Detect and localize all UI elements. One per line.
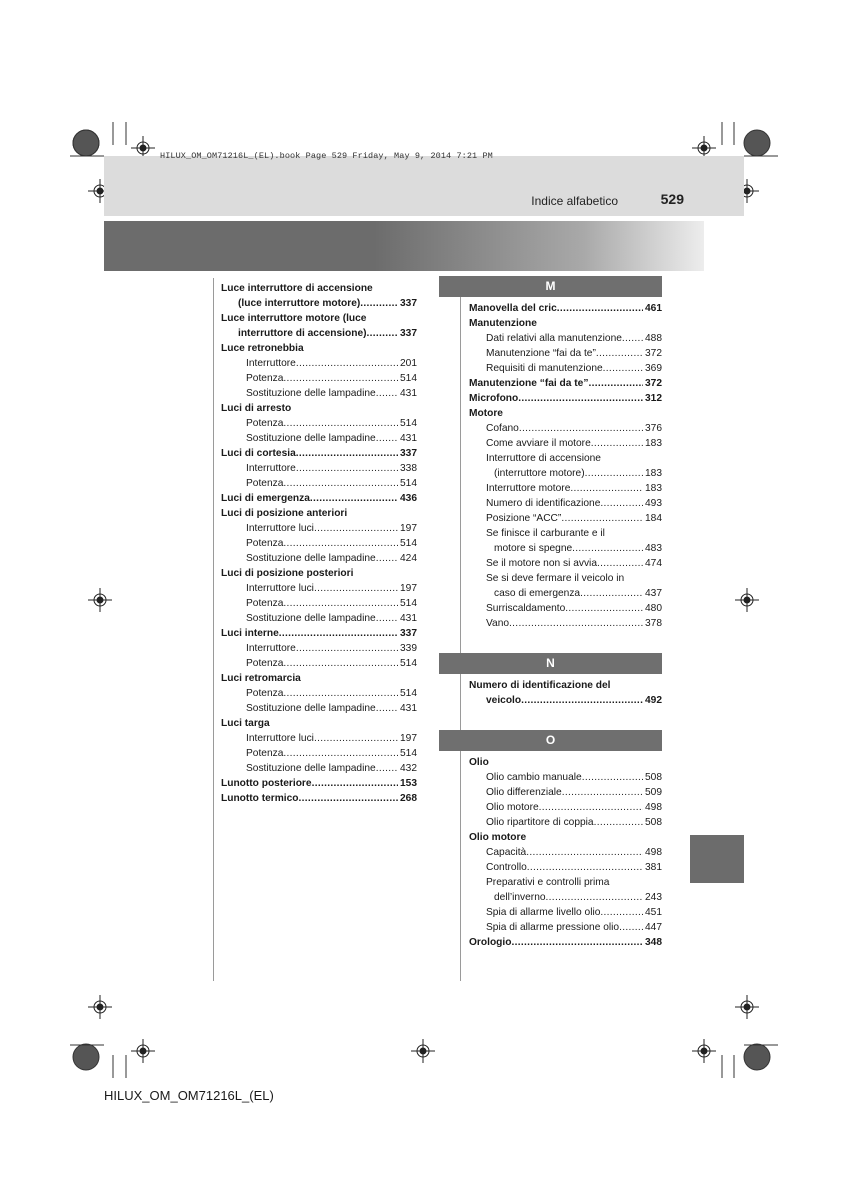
index-entry bbox=[221, 356, 417, 371]
index-entry-text: Spia di allarme pressione olio bbox=[486, 922, 620, 933]
index-entry-page: 424 bbox=[400, 553, 417, 564]
dot-leader bbox=[314, 731, 398, 746]
index-entry bbox=[221, 596, 417, 611]
index-entry-page: 201 bbox=[400, 358, 417, 369]
dot-leader bbox=[622, 331, 643, 346]
index-entry bbox=[221, 791, 417, 806]
index-entry bbox=[469, 601, 662, 616]
dot-leader bbox=[591, 436, 643, 451]
index-entry bbox=[469, 376, 662, 391]
dot-leader bbox=[376, 386, 398, 401]
index-entry-text: Manutenzione bbox=[469, 318, 537, 329]
index-entry-page: 514 bbox=[400, 598, 417, 609]
index-entry-page: 508 bbox=[645, 772, 662, 783]
index-entry-page: 432 bbox=[400, 763, 417, 774]
index-entry-page: 183 bbox=[645, 468, 662, 479]
crosshair-mark-icon bbox=[131, 1039, 155, 1063]
index-entry-page: 372 bbox=[645, 348, 662, 359]
index-entry bbox=[221, 431, 417, 446]
registration-rosette-icon bbox=[744, 1044, 770, 1070]
index-entry bbox=[221, 326, 417, 341]
index-entry-text: Potenza bbox=[246, 598, 284, 609]
index-entry-text: Sostituzione delle lampadine bbox=[246, 433, 376, 444]
index-entry bbox=[221, 491, 417, 506]
index-entry-page: 493 bbox=[645, 498, 662, 509]
index-entry bbox=[469, 890, 662, 905]
column-divider-left bbox=[213, 278, 214, 981]
index-entry-text: Interruttore bbox=[246, 358, 296, 369]
index-entry-text: Lunotto termico bbox=[221, 793, 299, 804]
index-entry-text: Se il motore non si avvia bbox=[486, 558, 597, 569]
index-entry bbox=[469, 541, 662, 556]
dot-leader bbox=[539, 800, 643, 815]
index-entry-text: Se finisce il carburante e il bbox=[486, 528, 605, 539]
index-entry-page: 337 bbox=[400, 448, 417, 459]
header-band-dark bbox=[104, 221, 704, 271]
index-entry-text: Potenza bbox=[246, 418, 284, 429]
index-entry-page: 451 bbox=[645, 907, 662, 918]
index-entry bbox=[469, 755, 662, 770]
dot-leader bbox=[376, 551, 398, 566]
index-entry-text: Microfono bbox=[469, 393, 519, 404]
registration-rosette-icon bbox=[73, 1044, 99, 1070]
index-entry-text: Potenza bbox=[246, 658, 284, 669]
index-entry-page: 492 bbox=[645, 695, 662, 706]
dot-leader bbox=[296, 446, 398, 461]
index-entry-text: caso di emergenza bbox=[494, 588, 581, 599]
index-entry-text: Luci di cortesia bbox=[221, 448, 296, 459]
index-entry-text: Potenza bbox=[246, 478, 284, 489]
crosshair-mark-icon bbox=[735, 995, 759, 1019]
index-entry-page: 514 bbox=[400, 478, 417, 489]
index-entry-page: 431 bbox=[400, 388, 417, 399]
index-entry bbox=[469, 316, 662, 331]
dot-leader bbox=[376, 611, 398, 626]
index-entry-page: 514 bbox=[400, 373, 417, 384]
index-entry-text: Manutenzione “fai da te” bbox=[469, 378, 589, 389]
dot-leader bbox=[509, 616, 643, 631]
index-entry-page: 153 bbox=[400, 778, 417, 789]
index-entry-page: 488 bbox=[645, 333, 662, 344]
index-entry-text: Sostituzione delle lampadine bbox=[246, 613, 376, 624]
dot-leader bbox=[603, 361, 643, 376]
index-entry bbox=[469, 451, 662, 466]
index-entry bbox=[469, 616, 662, 631]
index-entry-text: Spia di allarme livello olio bbox=[486, 907, 601, 918]
letter-heading: M bbox=[439, 276, 662, 297]
index-entry-page: 369 bbox=[645, 363, 662, 374]
dot-leader bbox=[279, 626, 398, 641]
letter-section bbox=[439, 301, 662, 631]
index-entry bbox=[221, 746, 417, 761]
index-entry-text: Interruttore luci bbox=[246, 583, 314, 594]
index-entry-text: Posizione “ACC” bbox=[486, 513, 562, 524]
index-entry bbox=[221, 776, 417, 791]
index-entry-text: Come avviare il motore bbox=[486, 438, 591, 449]
index-entry bbox=[469, 785, 662, 800]
index-entry-text: Manovella del cric bbox=[469, 303, 557, 314]
index-entry-text: Vano bbox=[486, 618, 510, 629]
index-entry-text: Luci retromarcia bbox=[221, 673, 301, 684]
index-entry-page: 184 bbox=[645, 513, 662, 524]
index-entry-page: 498 bbox=[645, 802, 662, 813]
index-entry-text: Cofano bbox=[486, 423, 519, 434]
index-entry bbox=[469, 586, 662, 601]
index-entry-page: 447 bbox=[645, 922, 662, 933]
index-entry bbox=[221, 701, 417, 716]
index-entry-page: 372 bbox=[645, 378, 662, 389]
dot-leader bbox=[526, 845, 643, 860]
index-entry bbox=[221, 446, 417, 461]
index-entry-text: Potenza bbox=[246, 748, 284, 759]
index-entry-page: 339 bbox=[400, 643, 417, 654]
dot-leader bbox=[283, 746, 398, 761]
index-entry-text: Luce interruttore di accensione bbox=[221, 283, 373, 294]
page-number: 529 bbox=[660, 191, 684, 207]
dot-leader bbox=[594, 815, 643, 830]
dot-leader bbox=[546, 890, 643, 905]
index-entry bbox=[469, 361, 662, 376]
index-entry-page: 461 bbox=[645, 303, 662, 314]
index-entry-page: 508 bbox=[645, 817, 662, 828]
dot-leader bbox=[596, 346, 643, 361]
index-entry bbox=[469, 436, 662, 451]
index-entry bbox=[469, 511, 662, 526]
index-entry-page: 243 bbox=[645, 892, 662, 903]
index-entry bbox=[469, 346, 662, 361]
index-entry-page: 514 bbox=[400, 658, 417, 669]
index-entry-text: Numero di identificazione bbox=[486, 498, 601, 509]
index-entry-text: Surriscaldamento bbox=[486, 603, 566, 614]
crosshair-mark-icon bbox=[735, 588, 759, 612]
index-entry-text: Controllo bbox=[486, 862, 527, 873]
index-entry-page: 509 bbox=[645, 787, 662, 798]
index-entry-page: 514 bbox=[400, 538, 417, 549]
index-entry-text: (interruttore motore) bbox=[494, 468, 585, 479]
index-entry bbox=[221, 641, 417, 656]
dot-leader bbox=[283, 476, 398, 491]
dot-leader bbox=[296, 641, 398, 656]
index-entry-page: 514 bbox=[400, 688, 417, 699]
index-entry-page: 514 bbox=[400, 418, 417, 429]
index-entry bbox=[221, 671, 417, 686]
index-entry bbox=[221, 371, 417, 386]
index-entry bbox=[221, 716, 417, 731]
index-entry bbox=[221, 731, 417, 746]
index-entry-text: Se si deve fermare il veicolo in bbox=[486, 573, 625, 584]
index-entry bbox=[221, 461, 417, 476]
index-entry-text: Potenza bbox=[246, 373, 284, 384]
index-entry-text: Luci di posizione posteriori bbox=[221, 568, 354, 579]
index-entry-text: Numero di identificazione del bbox=[469, 680, 611, 691]
index-entry bbox=[221, 611, 417, 626]
index-entry-text: Luce retronebbia bbox=[221, 343, 304, 354]
index-entry bbox=[221, 581, 417, 596]
index-entry-text: Luci di posizione anteriori bbox=[221, 508, 348, 519]
index-entry-text: Luce interruttore motore (luce bbox=[221, 313, 367, 324]
index-entry bbox=[469, 800, 662, 815]
index-entry bbox=[221, 506, 417, 521]
dot-leader bbox=[360, 296, 398, 311]
index-entry-text: Olio ripartitore di coppia bbox=[486, 817, 594, 828]
dot-leader bbox=[511, 935, 643, 950]
index-entry-text: Sostituzione delle lampadine bbox=[246, 703, 376, 714]
index-entry bbox=[221, 401, 417, 416]
dot-leader bbox=[376, 701, 398, 716]
index-entry-text: Interruttore bbox=[246, 463, 296, 474]
dot-leader bbox=[283, 371, 398, 386]
index-entry-page: 381 bbox=[645, 862, 662, 873]
index-entry-text: Capacità bbox=[486, 847, 527, 858]
index-entry bbox=[469, 571, 662, 586]
index-entry-text: Motore bbox=[469, 408, 503, 419]
dot-leader bbox=[600, 905, 643, 920]
index-entry bbox=[221, 551, 417, 566]
index-entry bbox=[469, 920, 662, 935]
index-entry bbox=[469, 466, 662, 481]
index-entry bbox=[469, 391, 662, 406]
index-entry bbox=[469, 301, 662, 316]
dot-leader bbox=[582, 770, 643, 785]
dot-leader bbox=[518, 391, 643, 406]
index-entry-text: Olio motore bbox=[469, 832, 527, 843]
index-entry-text: Lunotto posteriore bbox=[221, 778, 312, 789]
dot-leader bbox=[296, 356, 398, 371]
index-entry-text: interruttore di accensione) bbox=[238, 328, 367, 339]
crosshair-mark-icon bbox=[88, 588, 112, 612]
dot-leader bbox=[283, 416, 398, 431]
dot-leader bbox=[314, 521, 398, 536]
index-entry-page: 337 bbox=[400, 628, 417, 639]
index-entry bbox=[469, 693, 662, 708]
index-entry-text: Luci di arresto bbox=[221, 403, 292, 414]
index-entry-page: 337 bbox=[400, 328, 417, 339]
dot-leader bbox=[597, 556, 643, 571]
index-entry bbox=[221, 761, 417, 776]
registration-rosette-icon bbox=[744, 130, 770, 156]
index-entry-text: Olio cambio manuale bbox=[486, 772, 582, 783]
index-entry bbox=[469, 905, 662, 920]
index-entry bbox=[469, 875, 662, 890]
dot-leader bbox=[283, 656, 398, 671]
index-entry-text: Preparativi e controlli prima bbox=[486, 877, 610, 888]
dot-leader bbox=[310, 491, 398, 506]
dot-leader bbox=[314, 581, 398, 596]
crosshair-mark-icon bbox=[692, 1039, 716, 1063]
dot-leader bbox=[570, 481, 643, 496]
index-entry-text: dell’inverno bbox=[494, 892, 546, 903]
index-entry bbox=[469, 331, 662, 346]
index-entry-text: Luci interne bbox=[221, 628, 279, 639]
index-entry bbox=[221, 341, 417, 356]
index-entry bbox=[469, 860, 662, 875]
index-entry-page: 197 bbox=[400, 523, 417, 534]
index-entry bbox=[469, 830, 662, 845]
index-entry bbox=[469, 935, 662, 950]
letter-heading: N bbox=[439, 653, 662, 674]
index-entry-text: Interruttore motore bbox=[486, 483, 571, 494]
index-entry-text: Luci di emergenza bbox=[221, 493, 310, 504]
index-entry-text: Interruttore di accensione bbox=[486, 453, 601, 464]
index-entry-text: Requisiti di manutenzione bbox=[486, 363, 603, 374]
dot-leader bbox=[588, 376, 643, 391]
index-entry bbox=[221, 626, 417, 641]
index-entry-page: 337 bbox=[400, 298, 417, 309]
index-entry bbox=[221, 476, 417, 491]
index-entry-page: 378 bbox=[645, 618, 662, 629]
dot-leader bbox=[557, 301, 643, 316]
index-entry-page: 431 bbox=[400, 613, 417, 624]
index-entry-page: 312 bbox=[645, 393, 662, 404]
dot-leader bbox=[527, 860, 643, 875]
index-entry-text: Potenza bbox=[246, 538, 284, 549]
index-entry-text: Manutenzione “fai da te” bbox=[486, 348, 596, 359]
index-entry bbox=[221, 686, 417, 701]
index-entry bbox=[469, 815, 662, 830]
index-entry bbox=[221, 296, 417, 311]
index-entry-text: motore si spegne bbox=[494, 543, 573, 554]
index-entry bbox=[221, 311, 417, 326]
dot-leader bbox=[376, 761, 398, 776]
index-entry bbox=[221, 566, 417, 581]
index-entry-page: 338 bbox=[400, 463, 417, 474]
crosshair-mark-icon bbox=[88, 995, 112, 1019]
chapter-thumb-tab bbox=[690, 835, 744, 883]
index-entry bbox=[469, 526, 662, 541]
index-entry bbox=[469, 845, 662, 860]
dot-leader bbox=[619, 920, 643, 935]
index-entry bbox=[469, 481, 662, 496]
index-column-right bbox=[439, 276, 662, 950]
index-entry-text: Interruttore luci bbox=[246, 523, 314, 534]
index-entry bbox=[469, 406, 662, 421]
dot-leader bbox=[299, 791, 398, 806]
index-entry-page: 183 bbox=[645, 483, 662, 494]
index-entry-text: Interruttore bbox=[246, 643, 296, 654]
index-entry-page: 474 bbox=[645, 558, 662, 569]
dot-leader bbox=[600, 496, 643, 511]
index-entry bbox=[221, 656, 417, 671]
footer-code: HILUX_OM_OM71216L_(EL) bbox=[104, 1088, 274, 1103]
index-entry-page: 376 bbox=[645, 423, 662, 434]
dot-leader bbox=[367, 326, 398, 341]
index-entry-page: 431 bbox=[400, 433, 417, 444]
index-entry-page: 431 bbox=[400, 703, 417, 714]
index-entry bbox=[221, 521, 417, 536]
dot-leader bbox=[283, 536, 398, 551]
index-entry-text: Olio bbox=[469, 757, 489, 768]
dot-leader bbox=[283, 596, 398, 611]
index-entry-text: veicolo bbox=[486, 695, 522, 706]
index-entry-page: 514 bbox=[400, 748, 417, 759]
index-entry bbox=[221, 281, 417, 296]
index-entry bbox=[469, 421, 662, 436]
index-entry-text: Orologio bbox=[469, 937, 512, 948]
index-entry-text: Olio motore bbox=[486, 802, 539, 813]
index-entry-page: 268 bbox=[400, 793, 417, 804]
index-entry-page: 480 bbox=[645, 603, 662, 614]
header-band-light bbox=[104, 156, 744, 216]
crosshair-mark-icon bbox=[411, 1039, 435, 1063]
dot-leader bbox=[376, 431, 398, 446]
letter-section bbox=[439, 755, 662, 950]
index-entry-text: Sostituzione delle lampadine bbox=[246, 763, 376, 774]
dot-leader bbox=[519, 421, 643, 436]
index-entry-text: Sostituzione delle lampadine bbox=[246, 388, 376, 399]
index-entry bbox=[469, 678, 662, 693]
index-entry-text: Olio differenziale bbox=[486, 787, 562, 798]
registration-rosette-icon bbox=[73, 130, 99, 156]
index-entry bbox=[221, 416, 417, 431]
dot-leader bbox=[561, 511, 643, 526]
dot-leader bbox=[283, 686, 398, 701]
index-entry bbox=[469, 496, 662, 511]
dot-leader bbox=[521, 693, 643, 708]
dot-leader bbox=[562, 785, 643, 800]
index-entry-text: Luci targa bbox=[221, 718, 270, 729]
dot-leader bbox=[312, 776, 398, 791]
index-entry-text: Sostituzione delle lampadine bbox=[246, 553, 376, 564]
letter-heading: O bbox=[439, 730, 662, 751]
index-entry-page: 483 bbox=[645, 543, 662, 554]
index-entry bbox=[469, 770, 662, 785]
index-entry-page: 437 bbox=[645, 588, 662, 599]
index-entry bbox=[221, 386, 417, 401]
index-column-left bbox=[221, 281, 417, 806]
dot-leader bbox=[572, 541, 643, 556]
dot-leader bbox=[565, 601, 643, 616]
index-entry bbox=[221, 536, 417, 551]
index-entry-text: Potenza bbox=[246, 688, 284, 699]
section-title: Indice alfabetico bbox=[531, 194, 618, 208]
index-entry-page: 436 bbox=[400, 493, 417, 504]
index-entry-text: (luce interruttore motore) bbox=[238, 298, 361, 309]
index-entry-text: Interruttore luci bbox=[246, 733, 314, 744]
index-entry-page: 498 bbox=[645, 847, 662, 858]
letter-section bbox=[439, 678, 662, 708]
index-entry-page: 197 bbox=[400, 733, 417, 744]
index-entry-page: 197 bbox=[400, 583, 417, 594]
dot-leader bbox=[580, 586, 643, 601]
index-entry bbox=[469, 556, 662, 571]
dot-leader bbox=[585, 466, 643, 481]
print-info-line: HILUX_OM_OM71216L_(EL).book Page 529 Friday, May 9, 2014 7:21 PM bbox=[160, 151, 493, 161]
index-entry-page: 183 bbox=[645, 438, 662, 449]
index-entry-page: 348 bbox=[645, 937, 662, 948]
index-entry-text: Dati relativi alla manutenzione bbox=[486, 333, 622, 344]
dot-leader bbox=[296, 461, 398, 476]
